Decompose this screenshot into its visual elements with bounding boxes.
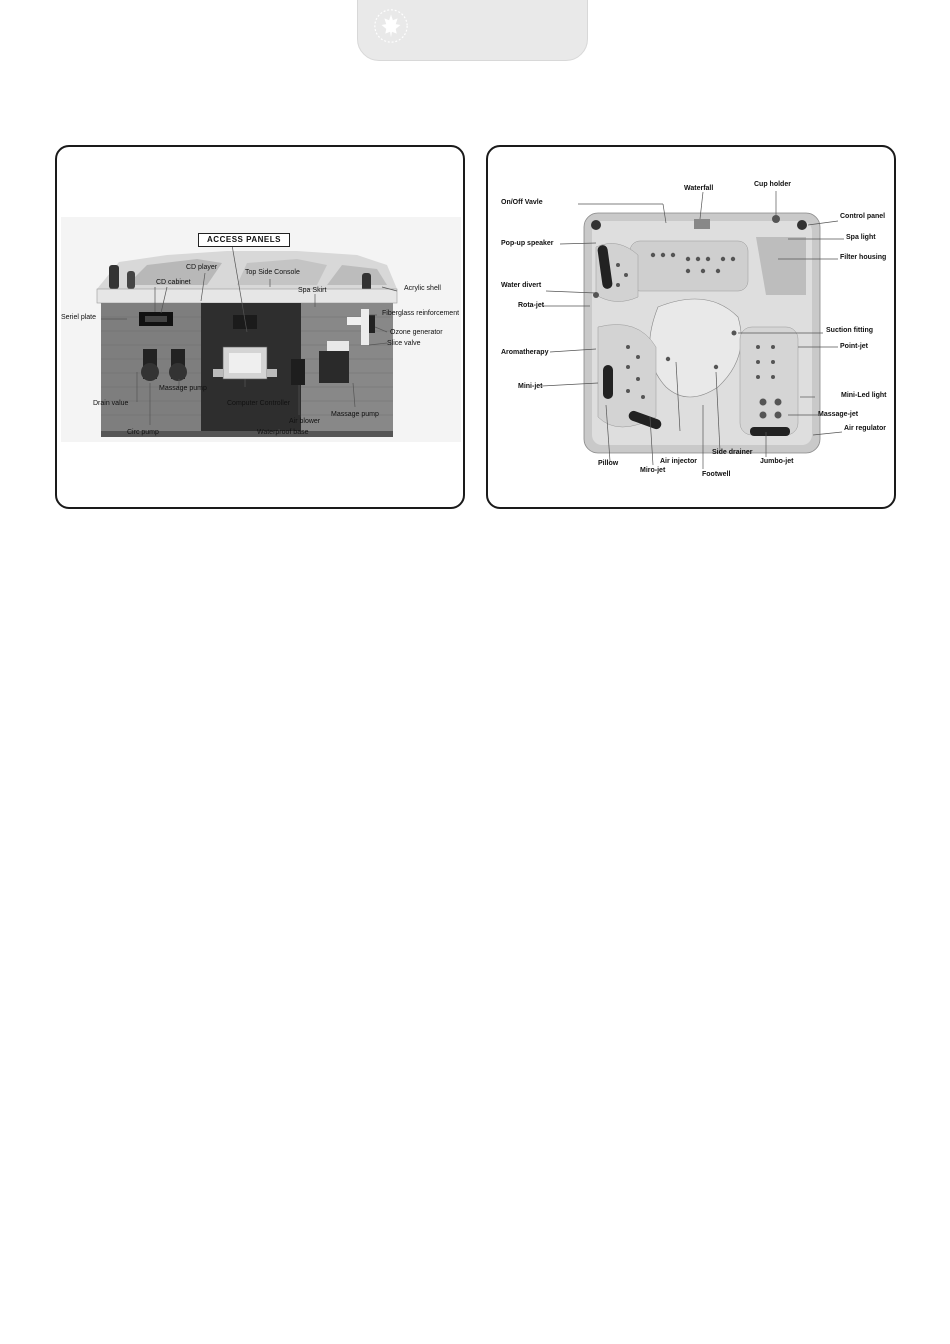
label-computer-controller: Computer Controller [227,400,291,407]
spa-cabinet-photo [57,147,463,507]
label-water-divert: Water divert [501,282,542,289]
access-panels-banner: ACCESS PANELS [198,233,290,247]
label-acrylic-shell: Acrylic shell [404,285,441,292]
label-serial-plate: Seriel plate [61,314,97,321]
label-slice-valve: Slice valve [387,340,421,347]
label-waterproof-base: Waterproof base [257,429,309,436]
label-cup-holder: Cup holder [754,181,791,188]
label-on-off-valve: On/Off Vavle [501,199,543,206]
label-pop-up-speaker: Pop-up speaker [501,240,554,247]
label-massage-pump-left: Massage pump [159,385,207,392]
label-air-blower: Air blower [289,418,321,425]
label-spa-light: Spa light [846,234,876,241]
label-aromatherapy: Aromatherapy [501,349,549,356]
label-pillow: Pillow [598,460,619,467]
label-cd-player: CD player [186,264,218,271]
label-side-drainer: Side drainer [712,449,753,456]
label-filter-housing: Filter housing [840,254,887,261]
header-tab [357,0,588,61]
label-massage-jet: Massage-jet [818,411,859,418]
label-ozone-generator: Ozone generator [390,329,443,336]
label-spa-skirt: Spa Skirt [298,287,327,294]
label-footwell: Footwell [702,471,731,478]
label-mini-jet: Mini-jet [518,383,543,390]
label-circ-pump: Circ pump [127,429,159,436]
label-air-regulator: Air regulator [844,425,887,432]
label-point-jet: Point-jet [840,343,868,350]
label-waterfall: Waterfall [684,185,714,192]
label-air-injector: Air injector [660,458,697,465]
label-drain-value: Drain value [93,400,129,407]
label-control-panel: Control panel [840,213,886,220]
label-miro-jet: Miro-jet [640,467,666,474]
label-massage-pump-right: Massage pump [331,411,379,418]
label-rota-jet: Rota-jet [518,302,545,309]
label-jumbo-jet: Jumbo-jet [760,458,794,465]
spa-top-view-panel [486,145,896,509]
label-mini-led-light: Mini-Led light [841,392,887,399]
label-cd-cabinet: CD cabinet [156,279,191,286]
label-top-side-console: Top Side Console [245,269,300,276]
label-suction-fitting: Suction fitting [826,327,874,334]
spa-cabinet-panel [55,145,465,509]
label-fiberglass-reinforcement: Fiberglass reinforcement [382,310,460,317]
maple-leaf-logo-icon [372,7,410,45]
